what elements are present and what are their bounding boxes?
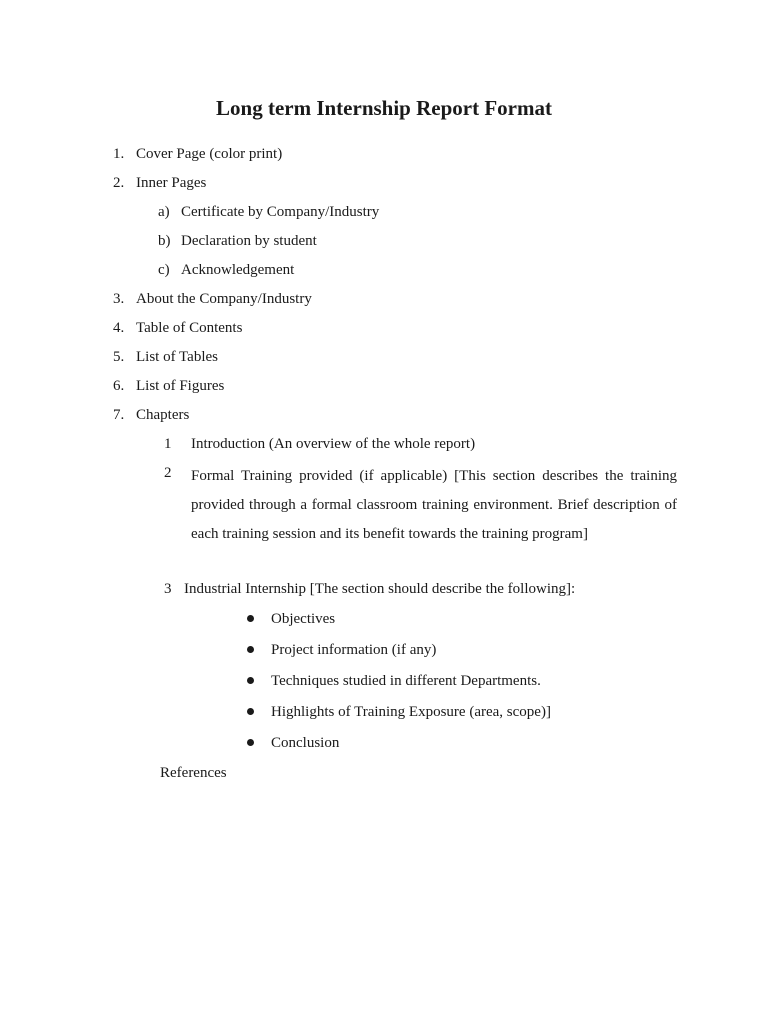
list-item-chapters: Chapters <box>136 407 190 423</box>
list-number: 2. <box>113 175 125 191</box>
bullet-item-objectives: Objectives <box>271 611 336 627</box>
bullet-item-highlights: Highlights of Training Exposure (area, scope)] <box>271 704 551 720</box>
list-item-table-of-contents: Table of Contents <box>136 320 243 336</box>
sublist-letter: c) <box>158 262 170 278</box>
list-number: 5. <box>113 349 125 365</box>
chapter-number: 2 <box>164 465 172 481</box>
list-number: 3. <box>113 291 125 307</box>
sublist-item-declaration: Declaration by student <box>181 233 317 249</box>
list-item-cover-page: Cover Page (color print) <box>136 146 283 162</box>
bullet-item-project-information: Project information (if any) <box>271 642 437 658</box>
chapter-item-formal-training: Formal Training provided (if applicable) [This section describes the training provided through a formal classroom training environment. Brief description of each training session and its benefit towards the training program] <box>191 468 677 542</box>
list-number: 1. <box>113 146 125 162</box>
list-item-about-company: About the Company/Industry <box>136 291 312 307</box>
bullet-icon <box>247 646 254 653</box>
sublist-letter: a) <box>158 204 170 220</box>
chapter-number: 1 <box>164 436 172 452</box>
list-number: 6. <box>113 378 125 394</box>
bullet-icon <box>247 677 254 684</box>
list-item-list-of-tables: List of Tables <box>136 349 218 365</box>
list-item-list-of-figures: List of Figures <box>136 378 225 394</box>
bullet-item-techniques: Techniques studied in different Departments. <box>271 673 541 689</box>
chapter-item-introduction: Introduction (An overview of the whole report) <box>191 436 476 452</box>
chapter-item-industrial-internship: Industrial Internship [The section should describe the following]: <box>184 581 576 597</box>
list-number: 4. <box>113 320 125 336</box>
bullet-item-conclusion: Conclusion <box>271 735 340 751</box>
sublist-item-acknowledgement: Acknowledgement <box>181 262 295 278</box>
chapter-number: 3 <box>164 581 172 597</box>
bullet-icon <box>247 739 254 746</box>
references-heading: References <box>160 765 227 781</box>
sublist-letter: b) <box>158 233 171 249</box>
list-item-inner-pages: Inner Pages <box>136 175 207 191</box>
sublist-item-certificate: Certificate by Company/Industry <box>181 204 380 220</box>
bullet-icon <box>247 615 254 622</box>
list-number: 7. <box>113 407 125 423</box>
document-title: Long term Internship Report Format <box>216 96 552 120</box>
bullet-icon <box>247 708 254 715</box>
